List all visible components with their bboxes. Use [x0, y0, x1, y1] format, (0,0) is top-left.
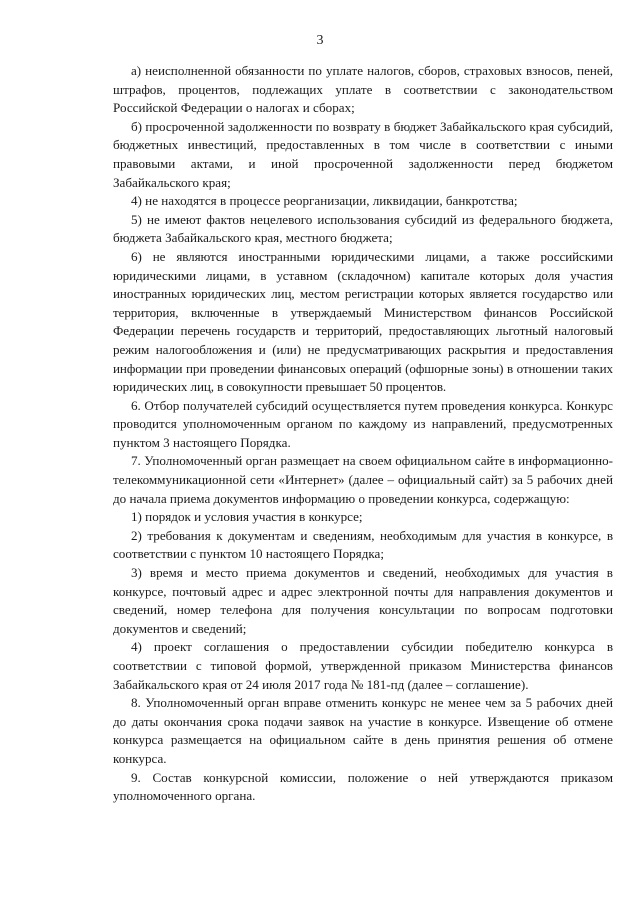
clause-6-selection: 6. Отбор получателей субсидий осуществляется путем проведения конкурса. Конкурс проводится уполномоченным органом по каждому из направлений, предусмотренных пунктом 3 настоящего Порядка.: [113, 397, 613, 450]
list-item-2-requirements: 2) требования к документам и сведениям, необходимым для участия в конкурсе, в соответствии с пунктом 10 настоящего Порядка;: [113, 527, 613, 562]
list-item-1-procedure: 1) порядок и условия участия в конкурсе;: [131, 509, 363, 525]
clause-8-cancellation: 8. Уполномоченный орган вправе отменить конкурс не менее чем за 5 рабочих дней до даты окончания срока подачи заявок на участие в конкурсе. Извещение об отмене конкурса размещается на официальном сайте в день принятия решения об отмене конкурса.: [113, 695, 613, 766]
list-item-3-time-place: 3) время и место приема документов и сведений, необходимых для участия в конкурсе, почтовый адрес и адрес электронной почты для направления документов и сведений, номер телефона для получения консультации по вопросам подготовки документов и сведений;: [113, 565, 613, 636]
paragraph-b-overdue-debt: б) просроченной задолженности по возврату в бюджет Забайкальского края субсидий, бюджетных инвестиций, предоставленных в том числе в соответствии с иными правовыми актами, и иной просроченной задолженности перед бюджетом Забайкальского края;: [113, 118, 613, 190]
paragraph-5-no-misuse: 5) не имеют фактов нецелевого использования субсидий из федерального бюджета, бюджета Забайкальского края, местного бюджета;: [113, 211, 613, 246]
paragraph-6-not-foreign-entities: 6) не являются иностранными юридическими лицами, а также российскими юридическими лицами, в уставном (складочном) капитале которых доля участия иностранных юридических лиц, местом регистрации которых является государство или территория, включенные в утверждаемый Министерством финансов Российской Федерации перечень государств и территорий, предоставляющих льготный налоговый режим налогообложения и (или) не предусматривающих раскрытия и предоставления информации при проведении финансовых операций (офшорные зоны) в отношении таких юридических лиц, в совокупности превышает 50 процентов.: [113, 248, 613, 395]
page-number: 3: [316, 33, 324, 48]
paragraph-4-no-reorganization: 4) не находятся в процессе реорганизации, ликвидации, банкротства;: [131, 193, 518, 209]
paragraph-a-unpaid-taxes: а) неисполненной обязанности по уплате налогов, сборов, страховых взносов, пеней, штрафов, процентов, подлежащих уплате в соответствии с законодательством Российской Федерации о налогах и сборах;: [113, 63, 613, 116]
document-body: [113, 62, 613, 806]
list-item-4-agreement-draft: 4) проект соглашения о предоставлении субсидии победителю конкурса в соответствии с типовой формой, утвержденной приказом Министерства финансов Забайкальского края от 24 июля 2017 года № 181-пд (далее – соглашение).: [113, 639, 613, 692]
clause-9-commission: 9. Состав конкурсной комиссии, положение о ней утверждаются приказом уполномоченного органа.: [113, 769, 613, 804]
clause-7-announcement: 7. Уполномоченный орган размещает на своем официальном сайте в информационно-телекоммуникационной сети «Интернет» (далее – официальный сайт) за 5 рабочих дней до начала приема документов информацию о проведении конкурса, содержащую:: [113, 453, 613, 506]
